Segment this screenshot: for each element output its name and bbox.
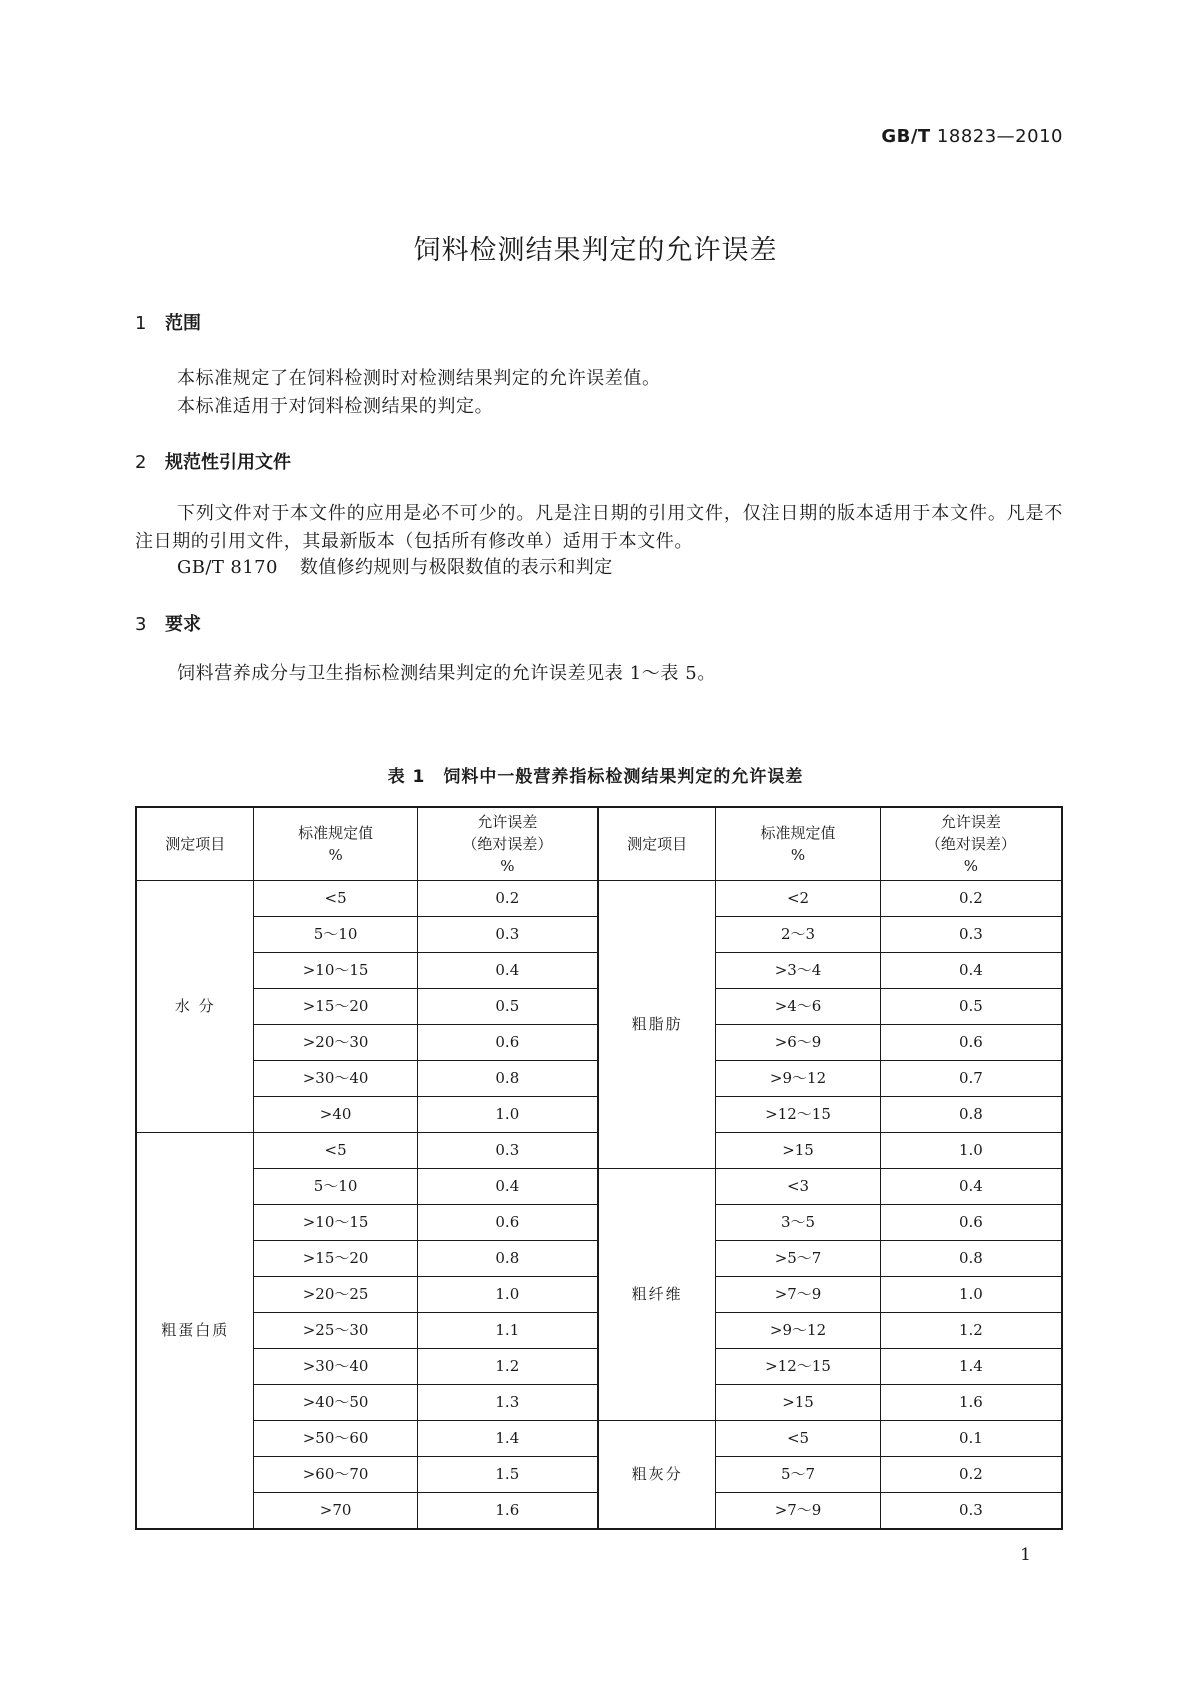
standard-value-cell: <3	[716, 1169, 880, 1205]
tolerance-cell: 0.3	[417, 917, 598, 953]
tolerance-cell: 1.0	[417, 1277, 598, 1313]
section-2-paragraph: 下列文件对于本文件的应用是必不可少的。凡是注日期的引用文件，仅注日期的版本适用于本文件。凡是不注日期的引用文件，其最新版本（包括所有修改单）适用于本文件。	[135, 503, 1063, 552]
tolerance-cell: 1.0	[880, 1133, 1062, 1169]
standard-value-cell: <5	[716, 1421, 880, 1457]
header-std-value-right: 标准规定值 %	[716, 807, 880, 881]
section-2-number: 2	[135, 452, 147, 473]
standard-value-cell: >60～70	[254, 1457, 417, 1493]
tolerance-cell: 0.5	[880, 989, 1062, 1025]
standard-value-cell: 5～10	[254, 1169, 417, 1205]
tolerance-cell: 0.8	[417, 1061, 598, 1097]
standard-value-cell: 3～5	[716, 1205, 880, 1241]
tolerance-cell: 0.7	[880, 1061, 1062, 1097]
tolerance-cell: 0.8	[880, 1241, 1062, 1277]
section-2-heading	[135, 448, 291, 474]
tolerance-cell: 1.6	[417, 1493, 598, 1530]
standard-value-cell: >12～15	[716, 1349, 880, 1385]
page-number: 1	[1020, 1545, 1031, 1565]
section-3-body	[135, 660, 1063, 688]
tolerance-cell: 0.2	[417, 881, 598, 917]
section-1-paragraph-1: 本标准规定了在饲料检测时对检测结果判定的允许误差值。	[177, 368, 661, 389]
standard-value-cell: <2	[716, 881, 880, 917]
tolerance-cell: 1.2	[417, 1349, 598, 1385]
header-item-left: 测定项目	[136, 807, 254, 881]
tolerance-cell: 1.4	[417, 1421, 598, 1457]
standard-value-cell: >70	[254, 1493, 417, 1530]
tolerance-cell: 1.0	[880, 1277, 1062, 1313]
section-3-title: 要求	[165, 614, 201, 635]
header-tolerance-right: 允许误差 （绝对误差） %	[880, 807, 1062, 881]
standard-value-cell: >20～30	[254, 1025, 417, 1061]
section-1-heading	[135, 309, 201, 335]
section-3-paragraph: 饲料营养成分与卫生指标检测结果判定的允许误差见表 1～表 5。	[177, 663, 716, 684]
standard-value-cell: >50～60	[254, 1421, 417, 1457]
standard-value-cell: >15	[716, 1133, 880, 1169]
tolerance-cell: 0.8	[417, 1241, 598, 1277]
standard-value-cell: >15	[716, 1385, 880, 1421]
table-header-row	[136, 807, 1062, 881]
tolerance-cell: 0.4	[417, 1169, 598, 1205]
tolerance-cell: 0.4	[880, 1169, 1062, 1205]
standard-value-cell: >12～15	[716, 1097, 880, 1133]
tolerance-cell: 0.2	[880, 881, 1062, 917]
tolerance-cell: 1.4	[880, 1349, 1062, 1385]
header-tolerance-left: 允许误差 （绝对误差） %	[417, 807, 598, 881]
tolerance-cell: 0.3	[417, 1133, 598, 1169]
tolerance-cell: 0.6	[417, 1025, 598, 1061]
tolerance-cell: 1.1	[417, 1313, 598, 1349]
tolerance-cell: 0.2	[880, 1457, 1062, 1493]
tolerance-cell: 0.6	[417, 1205, 598, 1241]
table-row	[136, 881, 1062, 917]
section-3-heading	[135, 610, 201, 636]
tolerance-cell: 0.1	[880, 1421, 1062, 1457]
header-std-value-left: 标准规定值 %	[254, 807, 417, 881]
standard-value-cell: >7～9	[716, 1277, 880, 1313]
standard-value-cell: <5	[254, 1133, 417, 1169]
standard-value-cell: >5～7	[716, 1241, 880, 1277]
item-name-cell: 粗灰分	[598, 1421, 716, 1530]
tolerance-cell: 0.3	[880, 1493, 1062, 1530]
table-row	[136, 1421, 1062, 1457]
tolerance-cell: 0.8	[880, 1097, 1062, 1133]
standard-value-cell: 5～7	[716, 1457, 880, 1493]
standard-value-cell: >15～20	[254, 989, 417, 1025]
header-item-right: 测定项目	[598, 807, 716, 881]
standard-value-cell: >9～12	[716, 1061, 880, 1097]
tolerance-cell: 0.6	[880, 1025, 1062, 1061]
item-name-cell: 粗纤维	[598, 1169, 716, 1421]
standard-value-cell: <5	[254, 881, 417, 917]
tolerance-cell: 1.0	[417, 1097, 598, 1133]
standard-value-cell: >25～30	[254, 1313, 417, 1349]
reference-title: 数值修约规则与极限数值的表示和判定	[299, 557, 613, 578]
tolerance-cell: 1.2	[880, 1313, 1062, 1349]
tolerance-cell: 0.5	[417, 989, 598, 1025]
tolerance-cell: 0.3	[880, 917, 1062, 953]
standard-code: 18823—2010	[936, 126, 1063, 147]
section-3-number: 3	[135, 614, 147, 635]
item-name-cell: 水 分	[136, 881, 254, 1133]
standard-value-cell: >10～15	[254, 1205, 417, 1241]
tolerance-cell: 0.4	[880, 953, 1062, 989]
table-row	[136, 1169, 1062, 1205]
table-caption: 表 1 饲料中一般营养指标检测结果判定的允许误差	[387, 767, 804, 787]
standard-number	[881, 126, 1063, 147]
standard-value-cell: >20～25	[254, 1277, 417, 1313]
tolerance-cell: 0.6	[880, 1205, 1062, 1241]
standard-value-cell: >9～12	[716, 1313, 880, 1349]
standard-value-cell: >30～40	[254, 1061, 417, 1097]
standard-prefix: GB/T	[881, 126, 931, 147]
standard-value-cell: >3～4	[716, 953, 880, 989]
section-1-paragraph-2: 本标准适用于对饲料检测结果的判定。	[177, 396, 494, 417]
section-1-title: 范围	[165, 313, 201, 334]
tolerance-table	[135, 806, 1063, 1530]
tolerance-cell: 1.6	[880, 1385, 1062, 1421]
section-2-title: 规范性引用文件	[165, 452, 291, 473]
item-name-cell: 粗脂肪	[598, 881, 716, 1169]
standard-value-cell: >6～9	[716, 1025, 880, 1061]
tolerance-cell: 1.5	[417, 1457, 598, 1493]
standard-value-cell: >30～40	[254, 1349, 417, 1385]
standard-value-cell: >4～6	[716, 989, 880, 1025]
standard-value-cell: 2～3	[716, 917, 880, 953]
normative-reference	[177, 553, 613, 579]
standard-value-cell: >40～50	[254, 1385, 417, 1421]
reference-code: GB/T 8170	[177, 557, 278, 578]
item-name-cell: 粗蛋白质	[136, 1133, 254, 1530]
section-1-number: 1	[135, 313, 147, 334]
standard-value-cell: >40	[254, 1097, 417, 1133]
standard-value-cell: >10～15	[254, 953, 417, 989]
document-title: 饲料检测结果判定的允许误差	[413, 235, 778, 266]
section-1-body	[135, 365, 1063, 421]
tolerance-cell: 0.4	[417, 953, 598, 989]
standard-value-cell: >7～9	[716, 1493, 880, 1530]
standard-value-cell: >15～20	[254, 1241, 417, 1277]
standard-value-cell: 5～10	[254, 917, 417, 953]
tolerance-cell: 1.3	[417, 1385, 598, 1421]
